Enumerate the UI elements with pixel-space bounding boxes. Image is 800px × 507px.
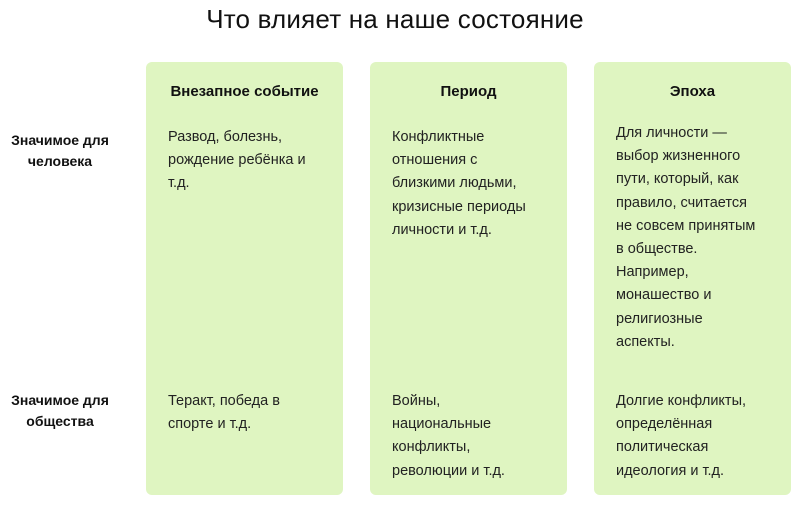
cell-line: Теракт, победа в [168, 393, 280, 409]
cell-society [392, 390, 562, 483]
cell-personal [392, 126, 562, 242]
cell-personal [168, 126, 338, 196]
cell-line: выбор жизненного [616, 148, 741, 165]
cell-line: Конфликтные [392, 129, 485, 145]
cell-society [616, 390, 786, 483]
cell-line: кризисные периоды [392, 198, 526, 215]
cell-line: личности и т.д. [392, 221, 492, 238]
cell-line: спорте и т.д. [168, 416, 252, 433]
cell-line: близкими людьми, [392, 175, 517, 192]
row-label-society [0, 390, 120, 432]
row-label-personal [0, 130, 120, 172]
column-header: Период [440, 83, 497, 100]
cell-line: определённая [616, 416, 713, 433]
cell-line: аспекты. [616, 333, 675, 350]
cell-line: Долгие конфликты, [616, 393, 747, 409]
cell-personal [616, 122, 786, 354]
cell-line: политическая [616, 439, 709, 456]
cell-line: революции и т.д. [392, 462, 505, 479]
cell-society [168, 390, 338, 436]
cell-line: Например, [616, 264, 689, 281]
cell-line: Войны, [392, 393, 441, 409]
row-label-line: Значимое для [11, 392, 109, 408]
row-label-line: общества [26, 413, 94, 429]
cell-line: отношения с [392, 152, 478, 169]
cell-line: Развод, болезнь, [168, 129, 283, 145]
row-label-line: Значимое для [11, 132, 109, 148]
column-header: Внезапное событие [170, 83, 319, 100]
cell-line: пути, который, как [616, 171, 739, 188]
cell-line: идеология и т.д. [616, 462, 725, 479]
column-epoch [594, 62, 791, 495]
row-label-line: человека [27, 153, 93, 169]
column-sudden-event [146, 62, 343, 495]
column-period [370, 62, 567, 495]
cell-line: религиозные [616, 310, 703, 327]
cell-line: в обществе. [616, 241, 698, 258]
cell-line: монашество и [616, 287, 712, 304]
cell-line: правило, считается [616, 194, 747, 211]
cell-line: Для личности — [616, 125, 727, 141]
cell-line: рождение ребёнка и [168, 152, 306, 169]
cell-line: национальные [392, 416, 492, 433]
cell-line: конфликты, [392, 439, 471, 456]
cell-line: не совсем принятым [616, 217, 756, 234]
diagram-title: Что влияет на наше состояние [206, 4, 584, 34]
cell-line: т.д. [168, 175, 190, 192]
column-header: Эпоха [669, 83, 716, 100]
